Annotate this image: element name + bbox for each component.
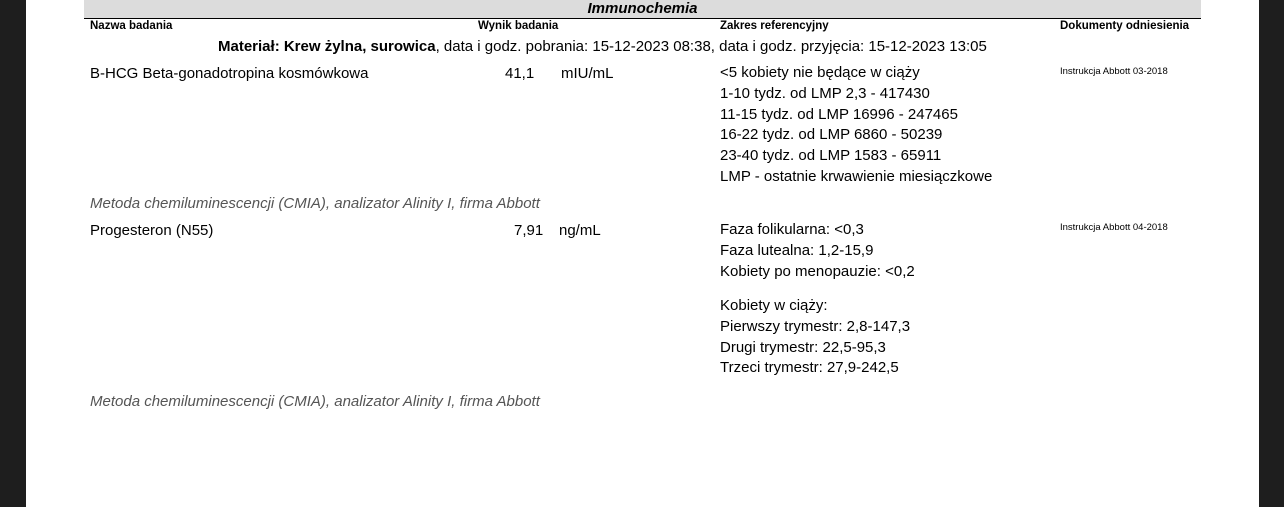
reference-range bbox=[720, 63, 992, 188]
section-title-bar bbox=[84, 0, 1201, 19]
reference-line: 1-10 tydz. od LMP 2,3 - 417430 bbox=[720, 84, 930, 102]
material-label: Materiał: Krew żylna, surowica bbox=[218, 38, 436, 55]
material-line bbox=[218, 38, 987, 55]
reference-line: Kobiety w ciąży: bbox=[720, 297, 828, 314]
reference-range-pregnancy bbox=[720, 296, 910, 379]
reference-line: 16-22 tydz. od LMP 6860 - 50239 bbox=[720, 126, 943, 144]
report-page bbox=[26, 0, 1259, 507]
test-unit: ng/mL bbox=[559, 222, 601, 239]
reference-line: Kobiety po menopauzie: <0,2 bbox=[720, 262, 915, 280]
reference-line: Faza folikularna: <0,3 bbox=[720, 221, 864, 238]
column-header-documents: Dokumenty odniesienia bbox=[1060, 20, 1190, 32]
test-name: B-HCG Beta-gonadotropina kosmówkowa bbox=[90, 65, 369, 82]
section-title: Immunochemia bbox=[587, 0, 698, 17]
method-note: Metoda chemiluminescencji (CMIA), analizator Alinity I, firma Abbott bbox=[90, 393, 540, 410]
material-dates: , data i godz. pobrania: 15-12-2023 08:38, data i godz. przyjęcia: 15-12-2023 13:05 bbox=[435, 38, 987, 55]
test-name: Progesteron (N55) bbox=[90, 222, 214, 239]
reference-line: Faza lutealna: 1,2-15,9 bbox=[720, 241, 874, 259]
reference-line: 11-15 tydz. od LMP 16996 - 247465 bbox=[720, 105, 958, 123]
reference-range bbox=[720, 220, 915, 282]
reference-line: Trzeci trymestr: 27,9-242,5 bbox=[720, 359, 899, 377]
reference-line: <5 kobiety nie będące w ciąży bbox=[720, 64, 920, 81]
test-value: 41,1 bbox=[505, 65, 535, 82]
test-value: 7,91 bbox=[514, 222, 544, 239]
reference-line: LMP - ostatnie krwawienie miesiączkowe bbox=[720, 167, 993, 185]
reference-document: Instrukcja Abbott 03-2018 bbox=[1060, 66, 1168, 77]
reference-line: Drugi trymestr: 22,5-95,3 bbox=[720, 338, 886, 356]
column-header-reference: Zakres referencyjny bbox=[720, 20, 829, 32]
column-header-result: Wynik badania bbox=[478, 20, 559, 32]
reference-document: Instrukcja Abbott 04-2018 bbox=[1060, 222, 1168, 233]
reference-line: 23-40 tydz. od LMP 1583 - 65911 bbox=[720, 147, 942, 165]
method-note: Metoda chemiluminescencji (CMIA), analizator Alinity I, firma Abbott bbox=[90, 195, 540, 212]
test-unit: mIU/mL bbox=[561, 65, 614, 82]
column-header-name: Nazwa badania bbox=[90, 20, 173, 32]
reference-line: Pierwszy trymestr: 2,8-147,3 bbox=[720, 317, 911, 335]
